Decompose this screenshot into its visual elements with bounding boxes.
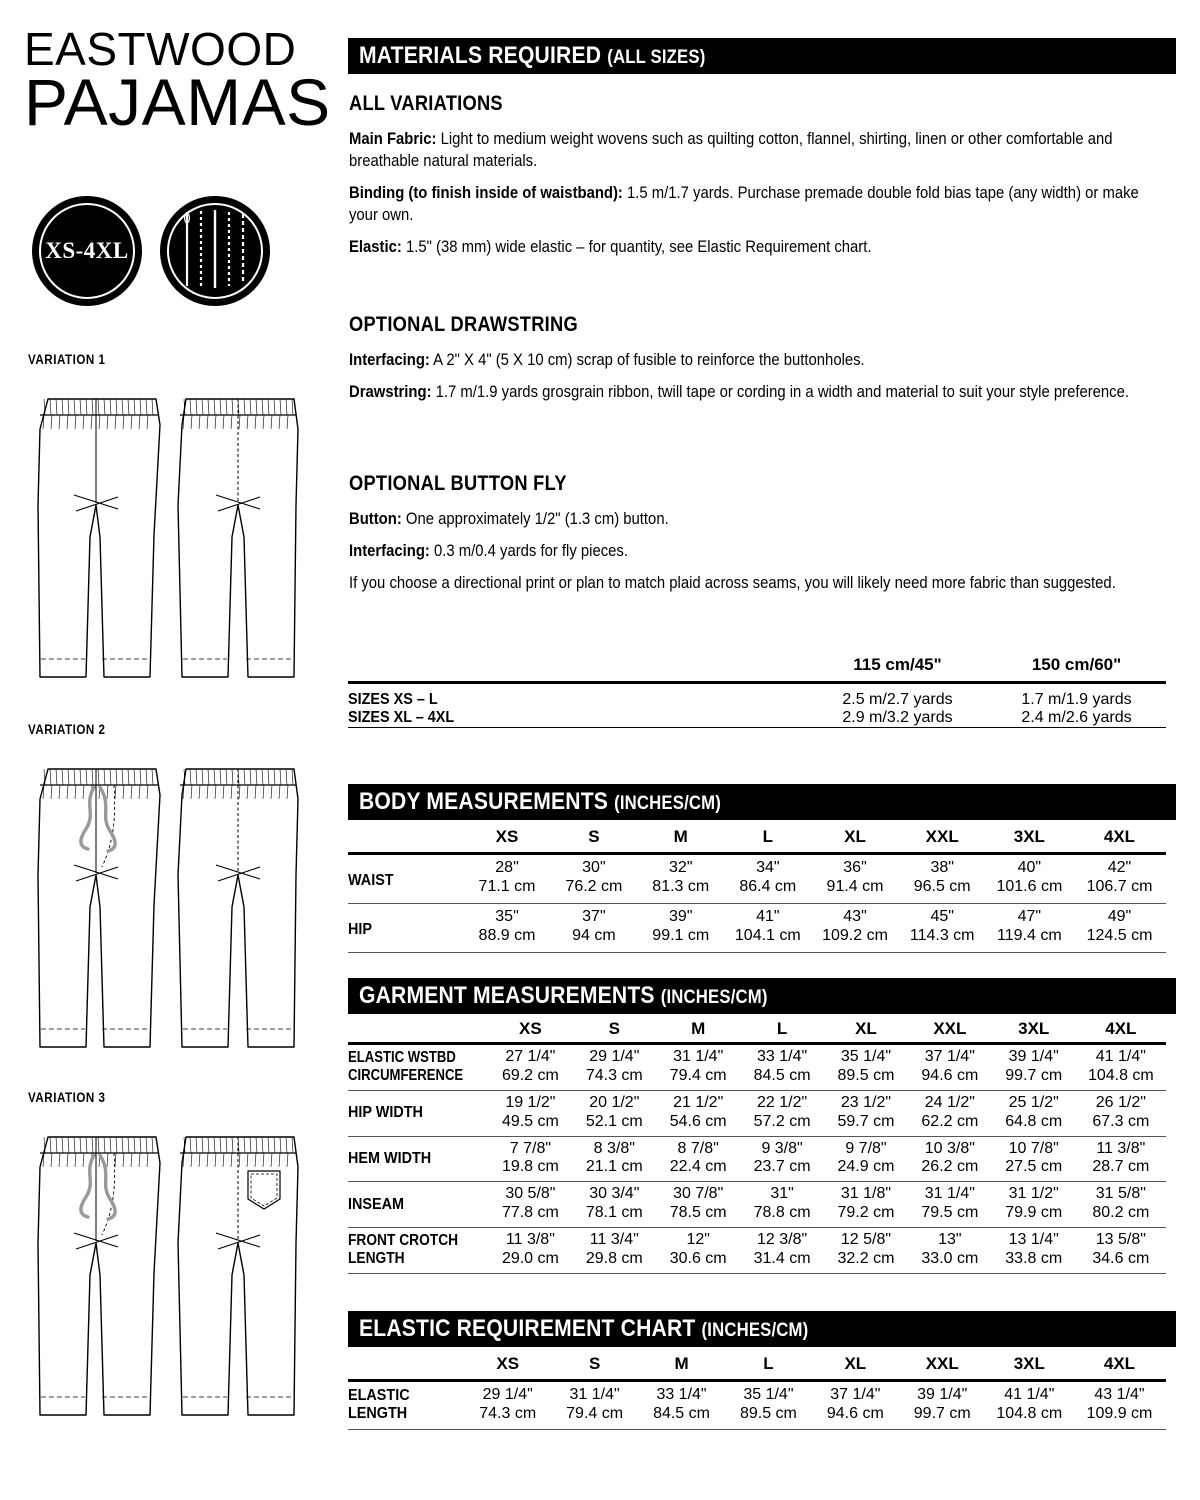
- fabric-cell-1-0: 2.9 m/3.2 yards: [842, 709, 953, 726]
- fabric-col-150: 150 cm/60": [1031, 655, 1122, 674]
- elastic-requirement-table: [348, 1349, 1166, 1432]
- g1-cm-7: 67.3 cm: [1092, 1112, 1150, 1130]
- g1-in-5: 24 1/2": [924, 1093, 975, 1111]
- g1-cm-5: 62.2 cm: [921, 1112, 979, 1130]
- g4-cm-5: 33.0 cm: [921, 1249, 979, 1267]
- needles-icon: [179, 206, 251, 297]
- table-row: [348, 683, 1166, 710]
- main-fabric-label: Main Fabric:: [349, 130, 437, 148]
- body-col-xs: XS: [495, 827, 519, 846]
- g4-in-5: 13": [938, 1231, 962, 1248]
- g0-cm-2: 79.4 cm: [669, 1066, 727, 1084]
- body-measurements-table: [348, 822, 1166, 955]
- elastic-col-4xl: 4XL: [1103, 1354, 1136, 1373]
- g0-in-5: 37 1/4": [924, 1048, 975, 1065]
- body-waist-in-6: 40": [1017, 859, 1042, 876]
- garment-col-xs: XS: [519, 1019, 542, 1038]
- g2-cm-5: 26.2 cm: [921, 1158, 979, 1176]
- garment-row-label-0a: ELASTIC WSTBD: [348, 1048, 456, 1066]
- body-col-3xl: 3XL: [1013, 827, 1045, 846]
- body-waist-cm-5: 96.5 cm: [913, 877, 971, 895]
- g0-cm-1: 74.3 cm: [585, 1066, 643, 1084]
- g3-cm-6: 79.9 cm: [1005, 1204, 1063, 1222]
- garment-row-label-3: INSEAM: [348, 1182, 474, 1228]
- drawstring-interfacing-paragraph: [349, 350, 1158, 372]
- body-waist-cm-7: 106.7 cm: [1086, 877, 1153, 895]
- table-row: [348, 709, 1166, 728]
- body-hip-cm-4: 109.2 cm: [822, 926, 888, 944]
- body-hip-in-0: 35": [495, 907, 519, 925]
- body-hip-cm-2: 99.1 cm: [652, 926, 710, 944]
- body-waist-in-2: 32": [669, 859, 693, 876]
- g1-cm-6: 64.8 cm: [1005, 1112, 1063, 1130]
- body-hip-cm-7: 124.5 cm: [1086, 926, 1153, 944]
- body-col-s: S: [588, 827, 600, 846]
- materials-header-title: MATERIALS REQUIRED (ALL SIZES): [359, 42, 706, 69]
- body-waist-cm-4: 91.4 cm: [826, 877, 884, 895]
- e0-cm-0: 74.3 cm: [479, 1404, 537, 1422]
- table-header-row: [348, 1349, 1166, 1381]
- binding-paragraph: [349, 183, 1158, 227]
- e0-cm-4: 94.6 cm: [826, 1404, 884, 1422]
- g4-in-7: 13 5/8": [1095, 1231, 1146, 1248]
- e0-in-4: 37 1/4": [830, 1386, 881, 1403]
- g2-cm-0: 19.8 cm: [501, 1158, 559, 1176]
- g3-in-1: 30 3/4": [589, 1185, 640, 1203]
- g2-in-6: 10 7/8": [1008, 1139, 1059, 1157]
- garment-row-label-2: HEM WIDTH: [348, 1136, 474, 1182]
- body-waist-in-4: 36": [843, 859, 867, 876]
- g3-in-3: 31": [770, 1185, 794, 1203]
- drawstring-interfacing-label: Interfacing:: [349, 351, 430, 369]
- main-fabric-text: Light to medium weight wovens such as quilting cotton, flannel, shirting, linen or other comfortable and breathable natural materials.: [349, 130, 1113, 170]
- body-hip-cm-3: 104.1 cm: [734, 926, 801, 944]
- e0-in-0: 29 1/4": [482, 1386, 533, 1403]
- binding-text: 1.5 m/1.7 yards. Purchase premade double fold bias tape (any width) or make your own.: [349, 183, 1139, 224]
- fly-interfacing-text: 0.3 m/0.4 yards for fly pieces.: [429, 541, 628, 560]
- g0-in-3: 33 1/4": [756, 1048, 808, 1065]
- g2-cm-6: 27.5 cm: [1005, 1158, 1063, 1176]
- g1-in-0: 19 1/2": [505, 1093, 556, 1111]
- g1-in-3: 22 1/2": [756, 1093, 808, 1111]
- g3-in-2: 30 7/8": [673, 1185, 724, 1203]
- fabric-col-115: 115 cm/45": [853, 655, 942, 674]
- fabric-row-label-0: SIZES XS – L: [348, 683, 762, 710]
- g2-cm-4: 24.9 cm: [837, 1158, 895, 1176]
- g4-in-4: 12 5/8": [840, 1231, 892, 1248]
- body-hip-cm-0: 88.9 cm: [478, 926, 536, 944]
- variation-3-illustration: [26, 1123, 316, 1433]
- e0-in-1: 31 1/4": [569, 1386, 620, 1403]
- fabric-cell-0-0: 2.5 m/2.7 yards: [808, 683, 987, 710]
- garment-measurements-block: [348, 978, 1176, 1276]
- elastic-col-m: M: [674, 1354, 689, 1373]
- body-hip-in-2: 39": [669, 907, 693, 925]
- drawstring-paragraph: [349, 382, 1158, 404]
- g0-cm-5: 94.6 cm: [921, 1066, 979, 1084]
- g2-in-5: 10 3/8": [924, 1139, 975, 1157]
- e0-cm-2: 84.5 cm: [653, 1404, 710, 1422]
- g3-in-0: 30 5/8": [505, 1185, 556, 1203]
- g2-cm-7: 28.7 cm: [1092, 1158, 1150, 1176]
- fly-interfacing-paragraph: [349, 541, 1158, 563]
- e0-cm-6: 104.8 cm: [996, 1404, 1063, 1422]
- garment-col-xl: XL: [855, 1019, 877, 1038]
- g1-cm-1: 52.1 cm: [585, 1112, 643, 1130]
- g1-cm-3: 57.2 cm: [753, 1112, 811, 1130]
- elastic-col-xs: XS: [496, 1354, 520, 1373]
- table-row: [348, 1090, 1166, 1136]
- drawstring-label: Drawstring:: [349, 382, 432, 401]
- button-text: One approximately 1/2" (1.3 cm) button.: [401, 510, 669, 528]
- g1-in-2: 21 1/2": [673, 1093, 724, 1111]
- body-waist-cm-1: 76.2 cm: [565, 877, 623, 895]
- elastic-col-s: S: [588, 1354, 601, 1373]
- g1-cm-0: 49.5 cm: [501, 1112, 559, 1130]
- materials-header-bar: [348, 38, 1176, 74]
- table-row: [348, 1044, 1166, 1091]
- elastic-row-label-a: ELASTIC: [348, 1386, 410, 1404]
- table-header-row: [348, 822, 1166, 854]
- button-fly-heading: OPTIONAL BUTTON FLY: [349, 472, 567, 495]
- g1-in-4: 23 1/2": [840, 1093, 892, 1111]
- g1-cm-2: 54.6 cm: [669, 1112, 727, 1130]
- g0-in-2: 31 1/4": [673, 1048, 724, 1065]
- g4-cm-1: 29.8 cm: [585, 1249, 643, 1267]
- elastic-col-xl: XL: [844, 1354, 867, 1373]
- g4-in-0: 11 3/8": [505, 1231, 555, 1248]
- g0-cm-3: 84.5 cm: [753, 1066, 811, 1084]
- g2-cm-2: 22.4 cm: [669, 1158, 727, 1176]
- g0-in-6: 39 1/4": [1008, 1048, 1059, 1065]
- fly-interfacing-label: Interfacing:: [349, 541, 430, 560]
- table-header-row: [348, 1016, 1166, 1044]
- e0-in-3: 35 1/4": [743, 1386, 794, 1403]
- g2-in-0: 7 7/8": [509, 1139, 552, 1157]
- g0-in-1: 29 1/4": [589, 1048, 640, 1065]
- g0-in-0: 27 1/4": [505, 1048, 556, 1065]
- fabric-row-label-1: SIZES XL – 4XL: [348, 709, 455, 726]
- garment-col-3xl: 3XL: [1018, 1019, 1050, 1038]
- e0-in-7: 43 1/4": [1094, 1386, 1145, 1403]
- drawstring-text: 1.7 m/1.9 yards grosgrain ribbon, twill tape or cording in a width and material to suit your style preference.: [431, 382, 1129, 401]
- body-hip-in-5: 45": [930, 907, 954, 925]
- g3-cm-4: 79.2 cm: [837, 1204, 895, 1222]
- g3-in-7: 31 5/8": [1095, 1185, 1146, 1203]
- optional-drawstring-section: [349, 313, 1159, 404]
- elastic-paragraph: [349, 237, 1158, 259]
- g1-cm-4: 59.7 cm: [837, 1112, 895, 1130]
- body-row-label-waist: WAIST: [348, 854, 452, 904]
- g4-in-2: 12": [686, 1231, 710, 1248]
- body-col-xl: XL: [844, 827, 866, 846]
- garment-row-label-4b: LENGTH: [348, 1250, 405, 1268]
- g0-in-4: 35 1/4": [840, 1048, 892, 1065]
- size-range-label: XS-4XL: [45, 238, 129, 263]
- e0-cm-5: 99.7 cm: [913, 1404, 971, 1422]
- g2-in-3: 9 3/8": [761, 1139, 803, 1157]
- all-variations-section: [349, 92, 1159, 259]
- table-row: [348, 1381, 1166, 1430]
- g4-cm-6: 33.8 cm: [1005, 1249, 1063, 1267]
- body-waist-in-3: 34": [756, 859, 780, 876]
- table-row: [348, 1182, 1166, 1228]
- garment-measurements-title: GARMENT MEASUREMENTS (INCHES/CM): [359, 982, 768, 1009]
- g3-cm-1: 78.1 cm: [585, 1204, 643, 1222]
- body-waist-cm-3: 86.4 cm: [739, 877, 797, 895]
- g0-cm-7: 104.8 cm: [1087, 1066, 1154, 1084]
- body-hip-in-6: 47": [1017, 907, 1042, 925]
- body-hip-cm-5: 114.3 cm: [909, 926, 975, 944]
- garment-measurements-table: [348, 1016, 1166, 1276]
- g4-cm-4: 32.2 cm: [837, 1249, 895, 1267]
- g0-in-7: 41 1/4": [1095, 1048, 1146, 1065]
- g3-cm-0: 77.8 cm: [501, 1204, 559, 1222]
- all-variations-heading: ALL VARIATIONS: [349, 92, 503, 115]
- e0-cm-7: 109.9 cm: [1086, 1404, 1153, 1422]
- g2-in-2: 8 7/8": [677, 1139, 719, 1157]
- variation-2-label: VARIATION 2: [28, 722, 106, 737]
- directional-print-note: If you choose a directional print or plan to match plaid across seams, you will likely need more fabric than suggested.: [349, 573, 1116, 592]
- g0-cm-6: 99.7 cm: [1005, 1066, 1063, 1084]
- brand-line-2: PAJAMAS: [24, 65, 331, 140]
- body-waist-cm-6: 101.6 cm: [996, 877, 1063, 895]
- badge-group: [32, 196, 270, 306]
- g1-in-1: 20 1/2": [589, 1093, 640, 1111]
- fabric-requirement-table: [348, 655, 1166, 732]
- elastic-requirement-title: ELASTIC REQUIREMENT CHART (INCHES/CM): [359, 1315, 809, 1342]
- elastic-requirement-block: [348, 1311, 1176, 1432]
- brand-title: [24, 23, 331, 140]
- e0-cm-1: 79.4 cm: [566, 1404, 624, 1422]
- g4-cm-3: 31.4 cm: [753, 1249, 811, 1267]
- g3-in-4: 31 1/8": [840, 1185, 892, 1203]
- body-hip-in-7: 49": [1107, 907, 1132, 925]
- drawstring-interfacing-text: A 2" X 4" (5 X 10 cm) scrap of fusible to reinforce the buttonholes.: [429, 351, 865, 369]
- garment-col-l: L: [776, 1019, 788, 1038]
- button-paragraph: [349, 509, 1158, 531]
- garment-row-label-1: HIP WIDTH: [348, 1090, 474, 1136]
- e0-in-2: 33 1/4": [656, 1386, 707, 1403]
- body-hip-cm-6: 119.4 cm: [997, 926, 1062, 944]
- main-fabric-paragraph: [349, 129, 1158, 173]
- body-measurements-title: BODY MEASUREMENTS (INCHES/CM): [359, 788, 721, 815]
- drawstring-heading: OPTIONAL DRAWSTRING: [349, 313, 578, 336]
- body-waist-in-7: 42": [1107, 859, 1132, 876]
- g2-in-7: 11 3/8": [1096, 1139, 1146, 1157]
- body-col-l: L: [762, 827, 773, 846]
- elastic-row-label-b: LENGTH: [348, 1405, 408, 1423]
- body-hip-in-4: 43": [843, 907, 867, 925]
- table-row: [348, 854, 1166, 904]
- e0-in-6: 41 1/4": [1004, 1386, 1055, 1403]
- g2-in-4: 9 7/8": [845, 1139, 887, 1157]
- size-range-badge: [32, 196, 142, 306]
- garment-row-label-0b: CIRCUMFERENCE: [348, 1067, 464, 1085]
- e0-in-5: 39 1/4": [917, 1386, 968, 1403]
- body-waist-in-0: 28": [495, 859, 519, 876]
- body-hip-in-1: 37": [582, 907, 606, 925]
- garment-col-m: M: [691, 1019, 706, 1038]
- left-column: [0, 0, 340, 1500]
- body-waist-in-5: 38": [930, 859, 954, 876]
- elastic-col-l: L: [763, 1354, 774, 1373]
- g3-in-6: 31 1/2": [1008, 1185, 1059, 1203]
- body-col-4xl: 4XL: [1103, 827, 1136, 846]
- body-row-label-hip: HIP: [348, 903, 452, 952]
- g4-cm-0: 29.0 cm: [501, 1249, 559, 1267]
- g4-in-1: 11 3/4": [589, 1231, 639, 1248]
- optional-button-fly-section: [349, 472, 1159, 595]
- fabric-cell-1-1: 2.4 m/2.6 yards: [1021, 709, 1132, 726]
- e0-cm-3: 89.5 cm: [739, 1404, 797, 1422]
- table-row: [348, 903, 1166, 952]
- g0-cm-4: 89.5 cm: [837, 1066, 895, 1084]
- body-col-xxl: XXL: [925, 827, 959, 846]
- g3-cm-7: 80.2 cm: [1092, 1204, 1150, 1222]
- body-waist-cm-0: 71.1 cm: [478, 877, 536, 895]
- variation-2-illustration: [26, 755, 316, 1065]
- brand-line-1: EASTWOOD: [24, 23, 297, 75]
- garment-row-label-4a: FRONT CROTCH: [348, 1231, 459, 1249]
- table-row: [348, 1228, 1166, 1274]
- button-label: Button:: [349, 510, 402, 528]
- body-measurements-header-bar: [348, 784, 1176, 820]
- table-header-row: [348, 655, 1166, 683]
- body-hip-cm-1: 94 cm: [572, 926, 616, 944]
- g3-in-5: 31 1/4": [924, 1185, 975, 1203]
- g1-in-7: 26 1/2": [1095, 1093, 1146, 1111]
- g1-in-6: 25 1/2": [1008, 1093, 1059, 1111]
- elastic-text: 1.5" (38 mm) wide elastic – for quantity, see Elastic Requirement chart.: [401, 237, 872, 256]
- g4-cm-2: 30.6 cm: [669, 1249, 727, 1267]
- g4-in-6: 13 1/4": [1008, 1231, 1059, 1248]
- g3-cm-2: 78.5 cm: [669, 1204, 727, 1222]
- elastic-requirement-header-bar: [348, 1311, 1176, 1347]
- garment-measurements-header-bar: [348, 978, 1176, 1014]
- elastic-col-xxl: XXL: [925, 1354, 959, 1373]
- garment-col-xxl: XXL: [933, 1019, 967, 1038]
- g2-in-1: 8 3/8": [593, 1139, 635, 1157]
- g0-cm-0: 69.2 cm: [501, 1066, 559, 1084]
- g2-cm-1: 21.1 cm: [585, 1158, 643, 1176]
- body-col-m: M: [673, 827, 688, 846]
- body-measurements-block: [348, 784, 1176, 955]
- table-row: [348, 1136, 1166, 1182]
- body-hip-in-3: 41": [756, 907, 780, 925]
- variation-3-label: VARIATION 3: [28, 1090, 106, 1105]
- binding-label: Binding (to finish inside of waistband):: [349, 183, 623, 202]
- elastic-label: Elastic:: [349, 237, 402, 256]
- needles-badge: [160, 196, 270, 306]
- variation-1-illustration: [26, 385, 316, 695]
- g4-in-3: 12 3/8": [756, 1231, 808, 1248]
- body-waist-in-1: 30": [582, 859, 606, 876]
- garment-col-s: S: [608, 1019, 620, 1038]
- fabric-cell-0-1: 1.7 m/1.9 yards: [987, 683, 1166, 710]
- elastic-col-3xl: 3XL: [1013, 1354, 1045, 1373]
- body-waist-cm-2: 81.3 cm: [652, 877, 710, 895]
- g3-cm-5: 79.5 cm: [921, 1204, 979, 1222]
- g4-cm-7: 34.6 cm: [1092, 1249, 1150, 1267]
- g2-cm-3: 23.7 cm: [753, 1158, 811, 1176]
- g3-cm-3: 78.8 cm: [753, 1204, 811, 1222]
- garment-col-4xl: 4XL: [1105, 1019, 1137, 1038]
- variation-1-label: VARIATION 1: [28, 352, 106, 367]
